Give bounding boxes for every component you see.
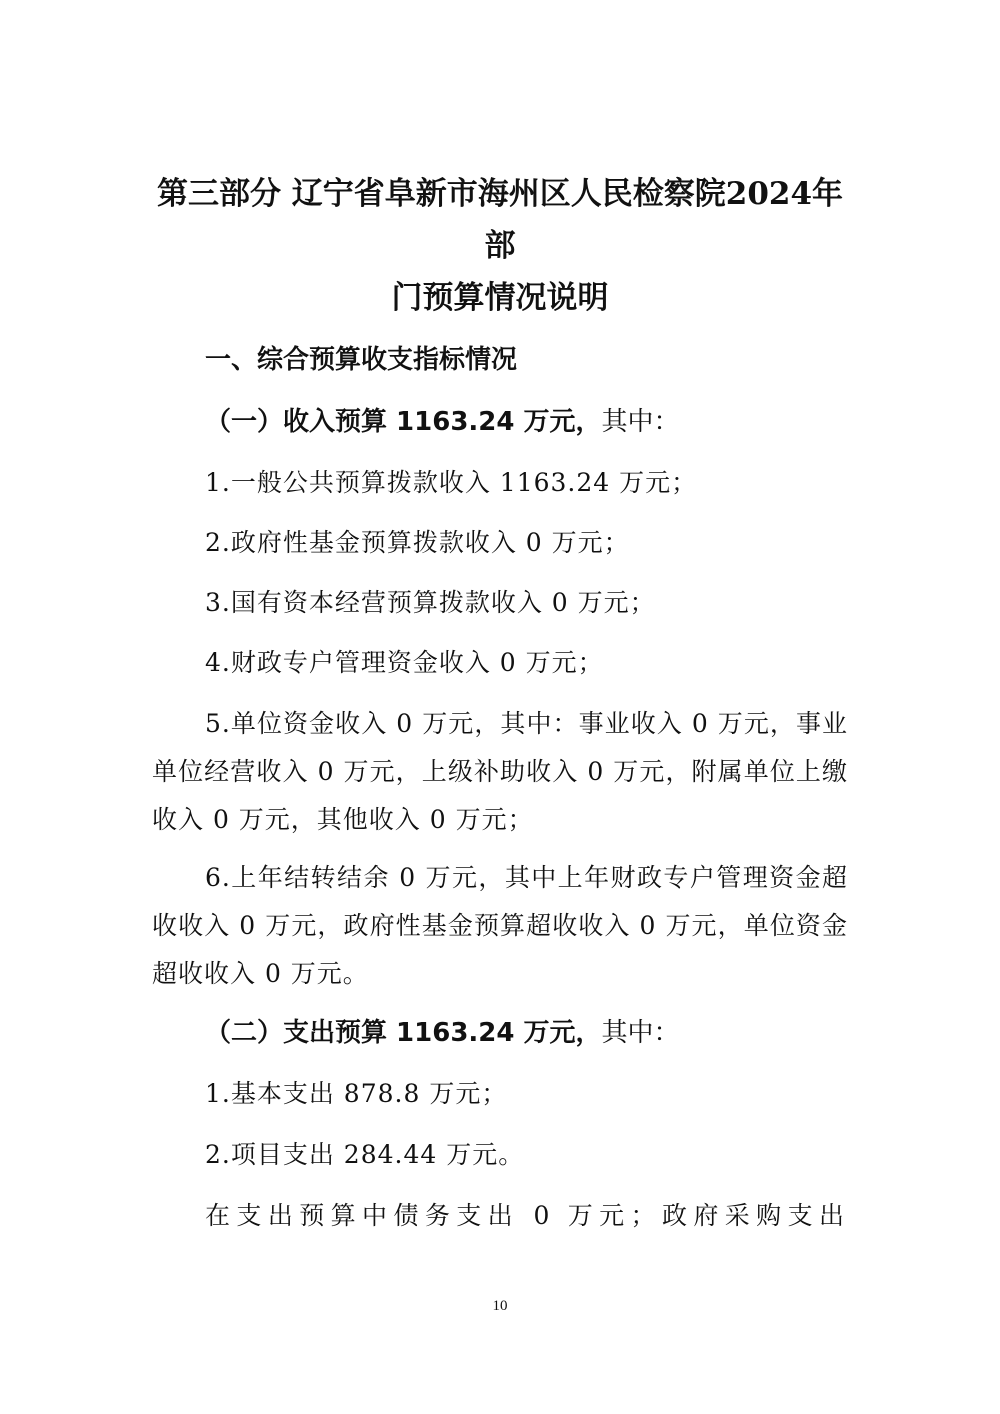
document-title [150,168,850,324]
page-number: 10 [492,1298,508,1314]
expenditure-item-2: 2.项目支出 284.44 万元。 [205,1140,525,1169]
income-item-3: 3.国有资本经营预算拨款收入 0 万元； [205,588,656,617]
income-item-6: 6.上年结转结余 0 万元，其中上年财政专户管理资金超收收入 0 万元，政府性基金预算超收收入 0 万元，单位资金超收收入 0 万元。 [152,863,848,988]
expenditure-item-1: 1.基本支出 878.8 万元； [205,1079,508,1108]
expenditure-heading-bold: （二）支出预算 1163.24 万元， [205,1018,602,1048]
income-item-2: 2.政府性基金预算拨款收入 0 万元； [205,528,630,557]
title-line-1: 第三部分 辽宁省阜新市海州区人民检察院2024年部 [156,176,844,264]
income-heading-rest: 其中： [601,407,680,437]
income-item-5: 5.单位资金收入 0 万元，其中：事业收入 0 万元，事业单位经营收入 0 万元，上级补助收入 0 万元，附属单位上缴收入 0 万元，其他收入 0 万元； [152,709,848,834]
income-heading [205,400,680,444]
expenditure-heading-rest: 其中： [601,1018,680,1048]
income-item-1: 1.一般公共预算拨款收入 1163.24 万元； [205,468,698,497]
title-line-2: 门预算情况说明 [391,280,609,316]
expenditure-note: 在支出预算中债务支出 0 万元；政府采购支出 [205,1201,848,1230]
income-heading-bold: （一）收入预算 1163.24 万元， [205,407,602,437]
income-item-4: 4.财政专户管理资金收入 0 万元； [205,648,604,677]
expenditure-heading [205,1011,680,1055]
section-heading: 一、综合预算收支指标情况 [205,345,518,375]
